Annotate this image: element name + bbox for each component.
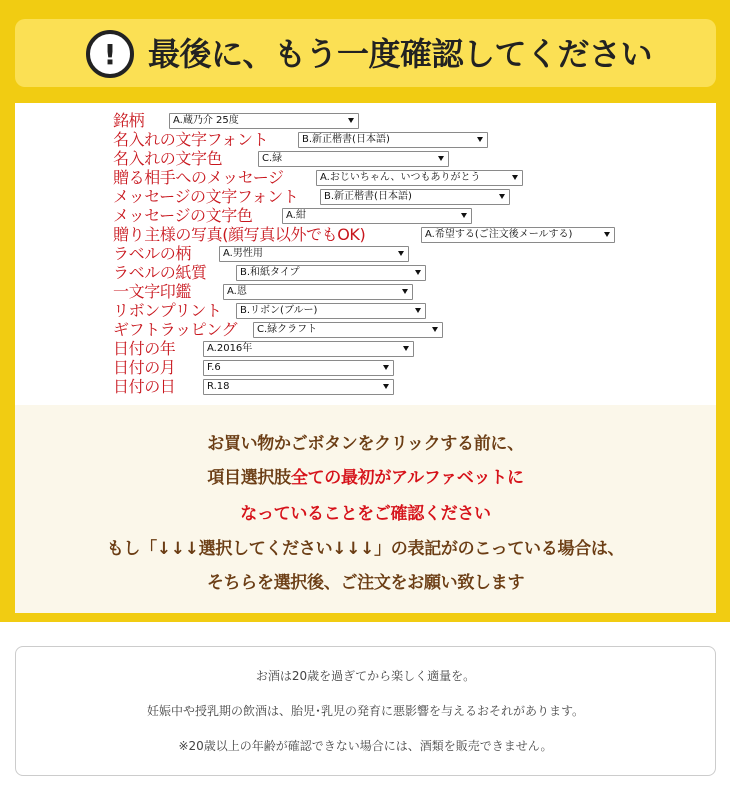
option-select-message-color[interactable] [282,208,472,224]
disclaimer-line-1: お酒は20歳を過ぎてから楽しく適量を。 [255,669,476,683]
option-label: 名入れの文字フォント [113,130,269,149]
option-select-wrapping[interactable] [253,322,443,338]
chevron-down-icon [402,289,408,294]
option-select-message-font[interactable] [320,189,510,205]
select-value: B.新正楷書(日本語) [324,191,412,202]
notice-line-3: なっていることをご確認ください [240,504,491,524]
option-label: ギフトラッピング [113,320,238,339]
option-label: メッセージの文字色 [113,206,253,225]
option-label: 日付の年 [113,339,176,358]
select-value: C.緑クラフト [257,324,318,335]
select-value: B.新正楷書(日本語) [302,134,390,145]
option-select-brand[interactable] [169,113,359,129]
chevron-down-icon [383,365,389,370]
option-select-name-color[interactable] [258,151,449,167]
chevron-down-icon [415,308,421,313]
chevron-down-icon [499,194,505,199]
select-value: A.2016年 [207,343,253,354]
option-label: ラベルの紙質 [113,263,207,282]
chevron-down-icon [438,156,444,161]
select-value: B.リボン(ブルー) [240,305,318,316]
select-value: C.緑 [262,153,283,164]
chevron-down-icon [398,251,404,256]
option-select-message[interactable] [316,170,523,186]
chevron-down-icon [461,213,467,218]
chevron-down-icon [477,137,483,142]
exclamation-icon: ! [86,30,134,78]
alcohol-disclaimer-box [15,646,716,776]
notice-line-1: お買い物かごボタンをクリックする前に、 [207,434,524,454]
notice-line-2-prefix: 項目選択肢 [207,468,291,488]
option-label: 銘柄 [113,111,145,130]
disclaimer-line-2: 妊娠中や授乳期の飲酒は、胎児･乳児の発育に悪影響を与えるおそれがあります。 [146,704,585,718]
option-select-day[interactable] [203,379,394,395]
option-label: 一文字印鑑 [113,282,192,301]
select-value: A.恩 [227,286,247,297]
select-value: A.紺 [286,210,306,221]
option-select-label-paper[interactable] [236,265,426,281]
option-select-month[interactable] [203,360,394,376]
notice-line-4: もし「↓↓↓選択してください↓↓↓」の表記がのこっている場合は、 [106,539,625,559]
notice-panel [15,405,716,613]
page-title: 最後に、もう一度確認してください [148,35,653,73]
option-label: 日付の月 [113,358,176,377]
select-value: B.和紙タイプ [240,267,300,278]
select-value: A.男性用 [223,248,263,259]
notice-line-2 [15,463,716,488]
chevron-down-icon [415,270,421,275]
chevron-down-icon [403,346,409,351]
option-select-name-font[interactable] [298,132,488,148]
option-label: 贈る相手へのメッセージ [113,168,284,187]
chevron-down-icon [383,384,389,389]
option-label: 贈り主様の写真(顔写真以外でもOK) [113,225,366,244]
select-value: R.18 [207,381,230,392]
option-label: ラベルの柄 [113,244,192,263]
option-select-seal[interactable] [223,284,413,300]
option-label: 日付の日 [113,377,176,396]
option-select-year[interactable] [203,341,414,357]
option-select-label-pattern[interactable] [219,246,409,262]
option-select-ribbon[interactable] [236,303,426,319]
chevron-down-icon [512,175,518,180]
option-label: メッセージの文字フォント [113,187,299,206]
chevron-down-icon [348,118,354,123]
select-value: F.6 [207,362,221,373]
select-value: A.希望する(ご注文後メールする) [425,229,573,240]
notice-line-5: そちらを選択後、ご注文をお願い致します [206,573,525,593]
select-value: A.蔵乃介 25度 [173,115,239,126]
option-label: リボンプリント [113,301,222,320]
option-label: 名入れの文字色 [113,149,223,168]
notice-emphasis: 全ての最初がアルファベットに [290,468,524,488]
disclaimer-line-3: ※20歳以上の年齢が確認できない場合には、酒類を販売できません。 [178,739,553,753]
chevron-down-icon [432,327,438,332]
option-select-photo[interactable] [421,227,615,243]
select-value: A.おじいちゃん、いつもありがとう [320,172,481,183]
chevron-down-icon [604,232,610,237]
